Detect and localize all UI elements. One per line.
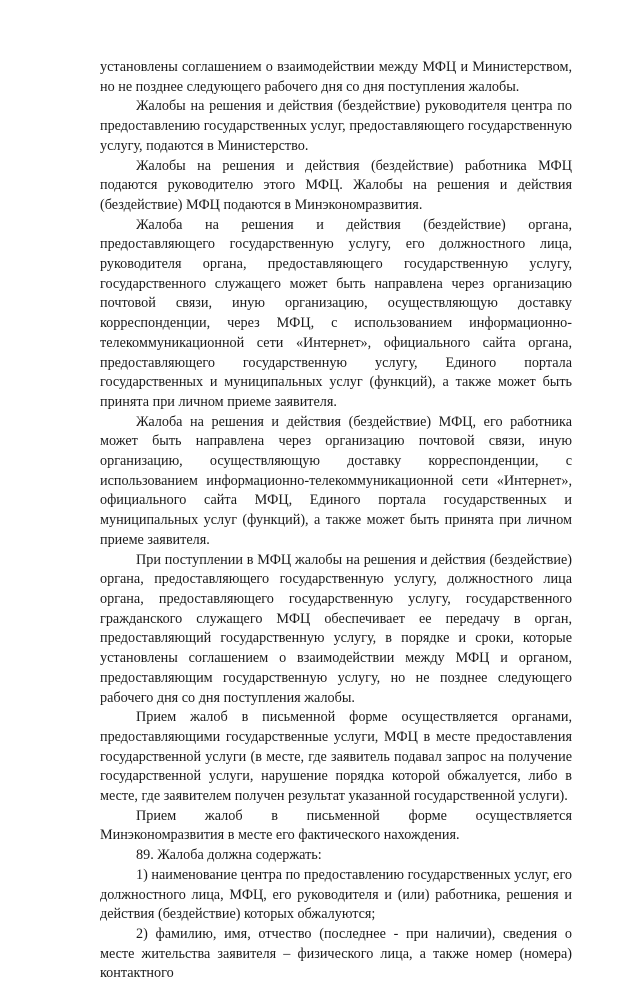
- document-page: [100, 58, 572, 984]
- paragraph-complaint-transfer: При поступлении в МФЦ жалобы на решения и действия (бездействие) органа, предоставляющего государственную услугу, должностного лица органа, предоставляющего государственную услугу, государственного гражданского служащего МФЦ обеспечивает ее передачу в орган, предоставляющий государственную услугу, в порядке и сроки, которые установлены соглашением о взаимодействии между МФЦ и органом, предоставляющим государственную услугу, но не позднее следующего рабочего дня со дня поступления жалобы.: [100, 551, 572, 706]
- paragraph-clause-89: 89. Жалоба должна содержать:: [136, 847, 322, 864]
- paragraph-written-complaints-ministry: Прием жалоб в письменной форме осуществляется Минэкономразвития в месте его фактического нахождения.: [100, 807, 572, 844]
- paragraph-complaint-mfc-channels: Жалоба на решения и действия (бездействие) МФЦ, его работника может быть направлена через организацию почтовой связи, иную организацию, осуществляющую доставку корреспонденции, с использованием информационно-телекоммуникационной сети «Интернет», официального сайта МФЦ, Единого портала государственных и муниципальных услуг (функций), а также может быть принята при личном приеме заявителя.: [100, 413, 572, 548]
- paragraph-complaint-mfc-worker: Жалобы на решения и действия (бездействие) работника МФЦ подаются руководителю этого МФЦ. Жалобы на решения и действия (бездействие) МФЦ подаются в Минэкономразвития.: [100, 157, 572, 213]
- paragraph-complaint-submission-channels: Жалоба на решения и действия (бездействие) органа, предоставляющего государственную услугу, его должностного лица, руководителя органа, предоставляющего государственную услугу, государственного служащего может быть направлена через организацию почтовой связи, иную организацию, осуществляющую доставку корреспонденции, через МФЦ, с использованием информационно-телекоммуникационной сети «Интернет», официального сайта органа, предоставляющего государственную услугу, Единого портала государственных и муниципальных услуг (функций), а также может быть принята при личном приеме заявителя.: [100, 216, 572, 410]
- paragraph-complaint-center-head: Жалобы на решения и действия (бездействие) руководителя центра по предоставлению государственных услуг, предоставляющего государственную услугу, подаются в Министерство.: [100, 98, 572, 154]
- paragraph-item-2: 2) фамилию, имя, отчество (последнее - при наличии), сведения о месте жительства заявителя – физического лица, а также номер (номера) контактного: [100, 925, 572, 982]
- paragraph-written-complaints-bodies: Прием жалоб в письменной форме осуществляется органами, предоставляющими государственные услуги, МФЦ в месте предоставления государственной услуги (в месте, где заявитель подавал запрос на получение государственной услуги, нарушение порядка которой обжалуется, либо в месте, где заявителем получен результат указанной государственной услуги).: [100, 709, 572, 805]
- paragraph-item-1: 1) наименование центра по предоставлению государственных услуг, его должностного лица, МФЦ, его руководителя и (или) работника, решения и действия (бездействие) которых обжалуются;: [100, 866, 572, 923]
- paragraph-continuation: установлены соглашением о взаимодействии между МФЦ и Министерством, но не позднее следующего рабочего дня со дня поступления жалобы.: [100, 59, 572, 95]
